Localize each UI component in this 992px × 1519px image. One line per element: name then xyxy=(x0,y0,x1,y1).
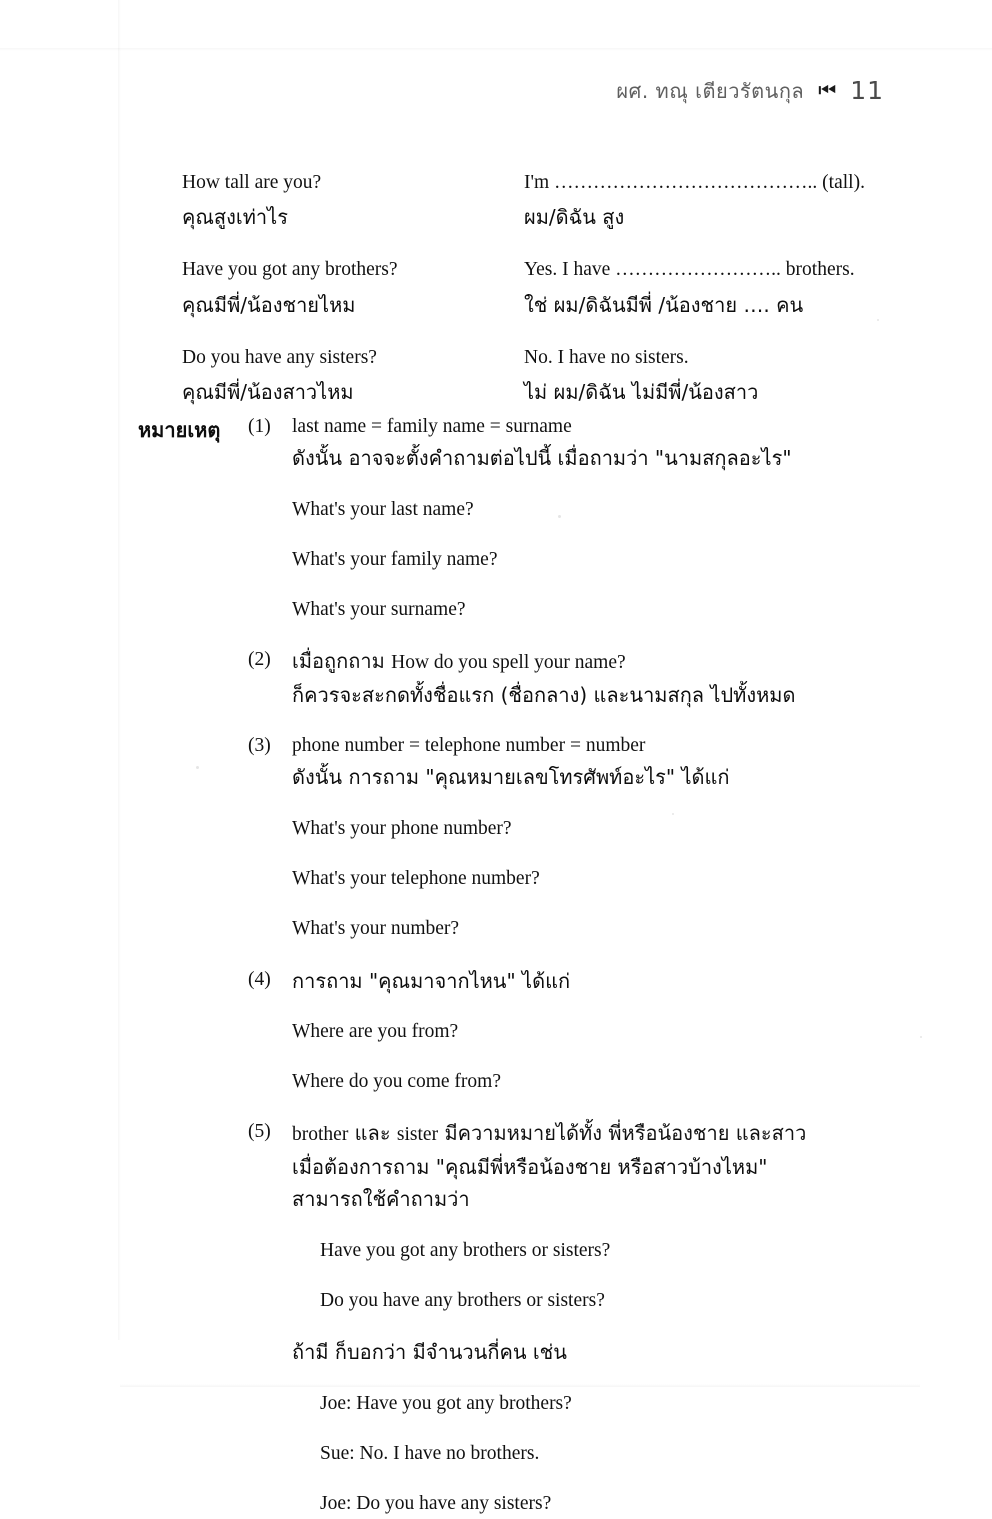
qa-pair xyxy=(182,343,892,408)
note-lead-thai: ดังนั้น อาจจะตั้งคำถามต่อไปนี้ เมื่อถามว่า "นามสกุลอะไร" xyxy=(292,446,792,471)
qa-pair xyxy=(182,255,892,320)
note-gap xyxy=(248,711,928,731)
answer-thai: ใช่ ผม/ดิฉันมีพี่ /น้องชาย …. คน xyxy=(524,292,804,317)
note-lead-mixed xyxy=(292,1117,928,1151)
note-lead-thai: ก็ควรจะสะกดทั้งชื่อแรก (ชื่อกลาง) และนามสกุล ไปทั้งหมด xyxy=(292,682,796,707)
question-english: Have you got any brothers? xyxy=(182,259,398,281)
note-gap xyxy=(248,625,928,645)
note-body xyxy=(292,412,928,625)
example-sentence: What's your number? xyxy=(292,918,460,940)
question-thai: คุณมีพี่/น้องชายไหม xyxy=(182,292,356,317)
note-item xyxy=(248,731,928,944)
note-lead-english: phone number = telephone number = number xyxy=(292,735,646,757)
example-sentence: What's your surname? xyxy=(292,599,466,621)
example-sentence: Do you have any brothers or sisters? xyxy=(320,1289,605,1311)
answer-english: No. I have no sisters. xyxy=(524,346,689,368)
notes-heading: หมายเหตุ xyxy=(138,418,221,442)
note-marker: (4) xyxy=(248,968,271,990)
note-lead-thai-tail: มีความหมายได้ทั้ง พี่หรือน้องชาย และสาว xyxy=(438,1121,807,1146)
qa-row-english xyxy=(182,343,892,372)
example-sentence: Where are you from? xyxy=(292,1020,459,1042)
note-body xyxy=(292,965,928,1098)
note-body xyxy=(292,645,928,711)
qa-pair xyxy=(182,168,892,233)
note-line-thai: เมื่อต้องการถาม "คุณมีพี่หรือน้องชาย หรือสาวบ้างไหม" xyxy=(292,1154,768,1179)
answer-english: I'm ………………………………….. (tall). xyxy=(524,172,865,193)
question-english: How tall are you? xyxy=(182,172,322,193)
note-lead-thai-prefix: เมื่อถูกถาม xyxy=(292,649,392,674)
note-lead-english: last name = family name = surname xyxy=(292,416,572,437)
example-sentence: Where do you come from? xyxy=(292,1071,501,1093)
notes-section xyxy=(138,412,928,1519)
note-gap xyxy=(248,1097,928,1117)
answer-thai: ไม่ ผม/ดิฉัน ไม่มีพี่/น้องสาว xyxy=(524,379,759,404)
example-sentence: Have you got any brothers or sisters? xyxy=(320,1239,611,1261)
example-sentence: What's your family name? xyxy=(292,548,498,570)
note-lead-thai: การถาม "คุณมาจากไหน" ได้แก่ xyxy=(292,968,571,993)
note-item xyxy=(248,1117,928,1519)
page-number: 11 xyxy=(850,76,884,105)
note-marker: (5) xyxy=(248,1121,271,1143)
note-line-thai: ถ้ามี ก็บอกว่า มีจำนวนกี่คน เช่น xyxy=(292,1340,567,1365)
notes-list xyxy=(248,412,928,1519)
question-thai: คุณสูงเท่าไร xyxy=(182,205,288,230)
question-english: Do you have any sisters? xyxy=(182,346,377,368)
dialogue-line: Joe: Do you have any sisters? xyxy=(320,1492,552,1514)
example-sentence: What's your telephone number? xyxy=(292,868,540,890)
scan-edge-top xyxy=(0,48,992,51)
scan-edge-left xyxy=(118,0,121,1340)
qa-row-thai xyxy=(182,201,892,233)
example-sentence: What's your last name? xyxy=(292,498,474,520)
skip-back-icon: ⏮ xyxy=(818,79,837,102)
note-lead-english-phrase: How do you spell your name? xyxy=(391,652,626,674)
dialogue-line: Sue: No. I have no brothers. xyxy=(320,1442,540,1464)
note-item xyxy=(248,412,928,625)
qa-row-english xyxy=(182,168,892,197)
dialogue-line: Joe: Have you got any brothers? xyxy=(320,1392,572,1414)
note-item xyxy=(248,645,928,711)
header-author-name: ผศ. ทณุ เตียวรัตนกุล xyxy=(616,78,805,103)
note-item xyxy=(248,965,928,1098)
note-keyword-sister: sister xyxy=(396,1124,439,1146)
note-keyword-brother: brother xyxy=(292,1124,349,1146)
running-header xyxy=(616,78,884,103)
note-lead-thai: ดังนั้น การถาม "คุณหมายเลขโทรศัพท์อะไร" ได้แก่ xyxy=(292,765,730,790)
note-lead-mixed xyxy=(292,645,928,679)
answer-english: Yes. I have …………………….. brothers. xyxy=(524,259,855,281)
note-marker: (3) xyxy=(248,735,271,757)
note-body xyxy=(292,731,928,944)
qa-row-english xyxy=(182,255,892,284)
example-sentence: What's your phone number? xyxy=(292,817,512,839)
note-body xyxy=(292,1117,928,1519)
qa-row-thai xyxy=(182,376,892,408)
question-thai: คุณมีพี่/น้องสาวไหม xyxy=(182,379,354,404)
note-marker: (2) xyxy=(248,649,271,671)
note-conjunction-thai: และ xyxy=(348,1121,397,1146)
note-line-thai: สามารถใช้คำถามว่า xyxy=(292,1187,470,1212)
qa-row-thai xyxy=(182,289,892,321)
note-gap xyxy=(248,945,928,965)
qa-block xyxy=(182,168,892,430)
note-marker: (1) xyxy=(248,416,271,437)
answer-thai: ผม/ดิฉัน สูง xyxy=(524,205,625,230)
